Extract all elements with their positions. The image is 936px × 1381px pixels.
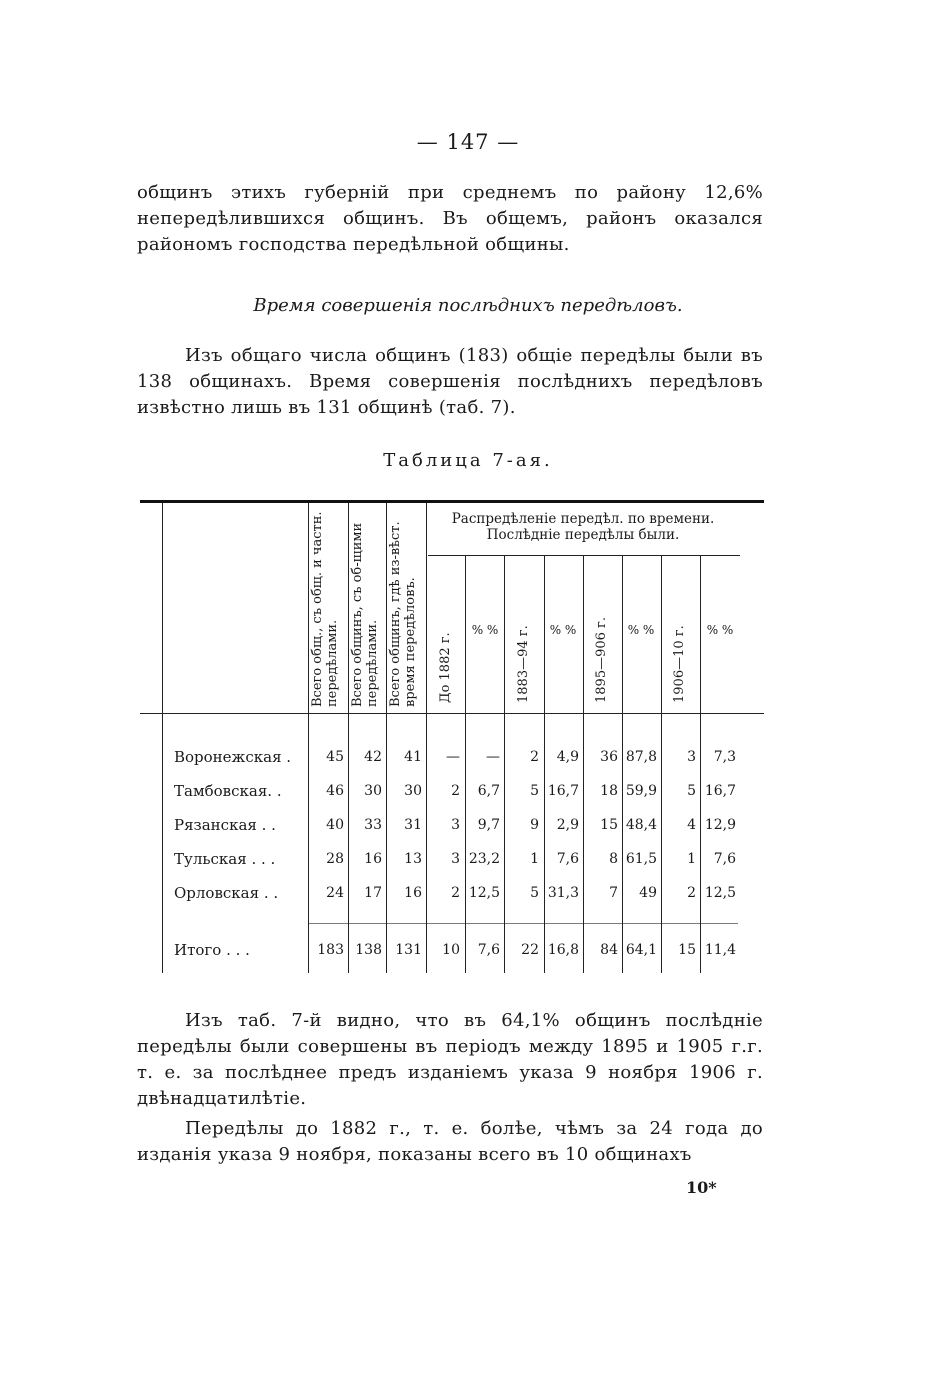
table-row-cell: 40 (326, 817, 344, 833)
table-row-cell: 87,8 (625, 749, 657, 765)
table-row-cell: 48,4 (625, 817, 657, 833)
table-row-label: Орловская . . (174, 884, 279, 902)
header-percent: % % (471, 623, 499, 637)
table-row-label: Тамбовская. . (174, 782, 282, 800)
table-row-cell: 12,5 (704, 885, 736, 901)
header-1906-10: 1906—10 г. (672, 625, 687, 703)
col-divider (386, 503, 387, 973)
table-row-cell: 31 (404, 817, 422, 833)
table-row-cell: 4 (687, 817, 696, 833)
table-row-cell: 42 (364, 749, 382, 765)
table-row-cell: 16,7 (704, 783, 736, 799)
table-left-border (162, 503, 163, 973)
header-percent: % % (549, 623, 577, 637)
table-row-cell: 49 (639, 885, 657, 901)
table-total-row-cell: 84 (600, 942, 618, 958)
table-row-cell: — (486, 749, 500, 765)
table-row-cell: 9,7 (477, 817, 500, 833)
table-row-cell: 33 (364, 817, 382, 833)
table-row-cell: 5 (530, 783, 539, 799)
col-divider (426, 503, 427, 973)
header-1883-94: 1883—94 г. (516, 625, 531, 703)
table-row-cell: 59,9 (625, 783, 657, 799)
table-row-cell: 36 (600, 749, 618, 765)
table-row-cell: 3 (687, 749, 696, 765)
table-row-cell: 3 (451, 851, 460, 867)
table-row-cell: 5 (530, 885, 539, 901)
paragraph-intro: общинъ этихъ губерній при среднемъ по району 12,6% непередѣлившихся общинъ. Въ общемъ, районъ оказался райономъ господства передѣльной общины. (137, 182, 763, 255)
table-row-cell: 7,6 (556, 851, 579, 867)
table-row-cell: 15 (600, 817, 618, 833)
header-distribution-group: Распредѣленіе передѣл. по времени. Послѣдніе передѣлы были. (451, 511, 715, 543)
table-row-cell: 41 (404, 749, 422, 765)
table-total-row-cell: 10 (442, 942, 460, 958)
table-row-cell: 16 (364, 851, 382, 867)
table-total-row-cell: 183 (317, 942, 344, 958)
table-row-cell: 3 (451, 817, 460, 833)
table-row-cell: 61,5 (625, 851, 657, 867)
table-row-cell: 6,7 (477, 783, 500, 799)
table-total-row-cell: 11,4 (704, 942, 736, 958)
paragraph-common-redistributions: Изъ общаго числа общинъ (183) общіе передѣлы были въ 138 общинахъ. Время совершенія послѣднихъ передѣловъ извѣстно лишь въ 131 общинѣ (таб. 7). (137, 345, 763, 418)
table-row-label: Рязанская . . (174, 816, 276, 834)
table-row-cell: 7 (609, 885, 618, 901)
header-1895-906: 1895—906 г. (594, 617, 609, 703)
table-total-row-label: Итого . . . (174, 941, 250, 959)
table-row-cell: 18 (600, 783, 618, 799)
table-row-cell: 23,2 (468, 851, 500, 867)
section-title: Время совершенія послѣднихъ передѣловъ. (253, 295, 683, 316)
header-common-redistribution: Всего общинъ, съ об-щими передѣлами. (350, 522, 380, 707)
col-divider (348, 503, 349, 973)
header-before-1882: До 1882 г. (438, 632, 453, 703)
table-row-cell: 8 (609, 851, 618, 867)
data-table (140, 503, 764, 983)
table-row-label: Воронежская . (174, 748, 292, 766)
total-rule (308, 923, 738, 924)
signature-mark: 10* (686, 1178, 717, 1197)
table-row-cell: 28 (326, 851, 344, 867)
table-row-cell: 46 (326, 783, 344, 799)
table-row-cell: 24 (326, 885, 344, 901)
table-total-row-cell: 131 (395, 942, 422, 958)
header-known-time: Всего общинъ, гдѣ из-вѣст. время передѣловъ. (388, 521, 418, 707)
header-percent: % % (627, 623, 655, 637)
table-row-cell: 12,9 (704, 817, 736, 833)
table-row-cell: 13 (404, 851, 422, 867)
table-total-row-cell: 16,8 (547, 942, 579, 958)
table-total-row-cell: 7,6 (477, 942, 500, 958)
table-total-row-cell: 15 (678, 942, 696, 958)
header-bottom-rule (140, 713, 764, 714)
table-row-cell: 17 (364, 885, 382, 901)
table-row-cell: 30 (404, 783, 422, 799)
paragraph-analysis: Изъ таб. 7-й видно, что въ 64,1% общинъ послѣдніе передѣлы были совершены въ періодъ между 1895 и 1905 г.г. т. е. за послѣднее предъ изданіемъ указа 9 ноября 1906 г. двѣнадцатилѣтіе. (137, 1010, 763, 1109)
table-total-row-cell: 64,1 (625, 942, 657, 958)
table-row-cell: 7,3 (713, 749, 736, 765)
table-row-cell: 12,5 (468, 885, 500, 901)
table-row-cell: 2 (530, 749, 539, 765)
table-total-row-cell: 22 (521, 942, 539, 958)
header-total-communes: Всего общ., съ общ. и частн. передѣлами. (310, 511, 340, 707)
page-number: — 147 — (416, 130, 520, 154)
table-row-cell: 9 (530, 817, 539, 833)
table-row-cell: 2,9 (556, 817, 579, 833)
table-row-cell: 16,7 (547, 783, 579, 799)
group-header-rule (428, 555, 740, 556)
table-row-cell: 4,9 (556, 749, 579, 765)
table-row-cell: 1 (530, 851, 539, 867)
table-row-cell: 7,6 (713, 851, 736, 867)
table-row-label: Тульская . . . (174, 850, 276, 868)
table-row-cell: 16 (404, 885, 422, 901)
table-row-cell: 5 (687, 783, 696, 799)
table-row-cell: 2 (451, 885, 460, 901)
table-row-cell: 30 (364, 783, 382, 799)
header-percent: % % (706, 623, 734, 637)
paragraph-before-1882: Передѣлы до 1882 г., т. е. болѣе, чѣмъ за 24 года до изданія указа 9 ноября, показаны всего въ 10 общинахъ (137, 1118, 763, 1165)
table-title: Таблица 7-ая. (383, 450, 553, 471)
table-row-cell: 2 (687, 885, 696, 901)
table-total-row-cell: 138 (355, 942, 382, 958)
table-row-cell: 2 (451, 783, 460, 799)
table-row-cell: 1 (687, 851, 696, 867)
table-row-cell: 31,3 (547, 885, 579, 901)
table-row-cell: 45 (326, 749, 344, 765)
table-row-cell: — (446, 749, 460, 765)
col-divider (308, 503, 309, 973)
